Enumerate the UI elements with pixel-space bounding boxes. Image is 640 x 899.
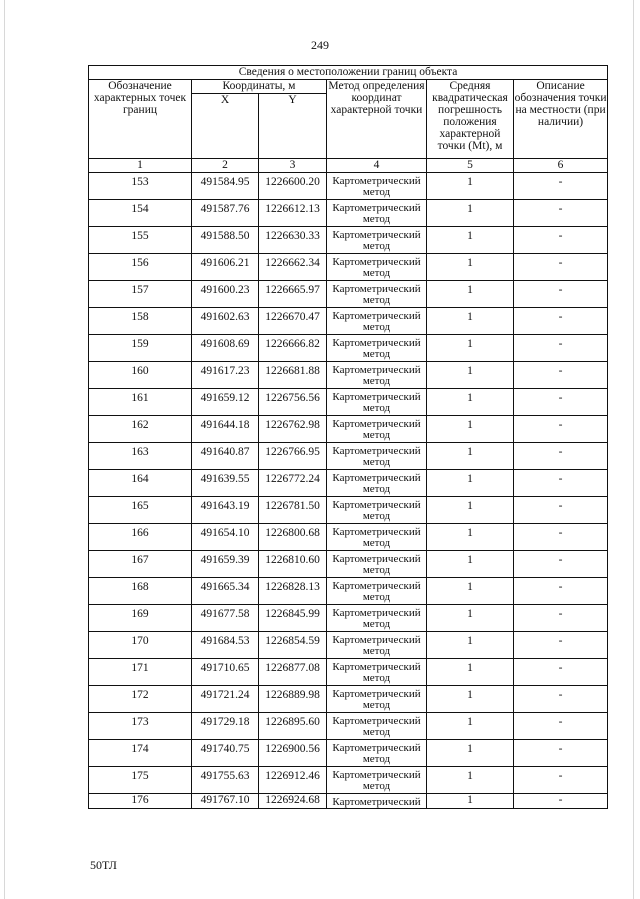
method-cell: Картометрический метод	[327, 686, 427, 713]
description-cell: -	[514, 524, 608, 551]
y-coordinate-cell: 1226666.82	[259, 335, 327, 362]
x-coordinate-cell: 491710.65	[192, 659, 259, 686]
header-x: X	[192, 94, 259, 159]
point-number-cell: 153	[89, 173, 192, 200]
error-cell: 1	[427, 551, 514, 578]
y-coordinate-cell: 1226877.08	[259, 659, 327, 686]
table-row	[89, 281, 608, 308]
header-designation: Обозначение характерных точек границ	[89, 80, 192, 159]
description-cell: -	[514, 254, 608, 281]
method-cell: Картометрический метод	[327, 443, 427, 470]
point-number-cell: 175	[89, 767, 192, 794]
table-row	[89, 713, 608, 740]
error-cell: 1	[427, 740, 514, 767]
column-number: 1	[89, 159, 192, 173]
table-row	[89, 362, 608, 389]
error-cell: 1	[427, 200, 514, 227]
description-cell: -	[514, 794, 608, 809]
point-number-cell: 170	[89, 632, 192, 659]
method-cell: Картометрический метод	[327, 389, 427, 416]
table-row	[89, 470, 608, 497]
table-row	[89, 389, 608, 416]
error-cell: 1	[427, 308, 514, 335]
y-coordinate-cell: 1226810.60	[259, 551, 327, 578]
column-number: 3	[259, 159, 327, 173]
description-cell: -	[514, 389, 608, 416]
description-cell: -	[514, 362, 608, 389]
x-coordinate-cell: 491602.63	[192, 308, 259, 335]
table-row	[89, 524, 608, 551]
y-coordinate-cell: 1226781.50	[259, 497, 327, 524]
table-header	[89, 66, 608, 173]
error-cell: 1	[427, 794, 514, 809]
x-coordinate-cell: 491584.95	[192, 173, 259, 200]
header-coordinates: Координаты, м	[192, 80, 327, 94]
method-cell: Картометрический метод	[327, 605, 427, 632]
error-cell: 1	[427, 686, 514, 713]
point-number-cell: 155	[89, 227, 192, 254]
footer-code: 50ТЛ	[90, 858, 117, 872]
point-number-cell: 168	[89, 578, 192, 605]
error-cell: 1	[427, 173, 514, 200]
method-cell: Картометрический метод	[327, 200, 427, 227]
x-coordinate-cell: 491608.69	[192, 335, 259, 362]
description-cell: -	[514, 416, 608, 443]
y-coordinate-cell: 1226845.99	[259, 605, 327, 632]
error-cell: 1	[427, 605, 514, 632]
table-row	[89, 605, 608, 632]
point-number-cell: 171	[89, 659, 192, 686]
x-coordinate-cell: 491606.21	[192, 254, 259, 281]
column-number: 6	[514, 159, 608, 173]
table-row	[89, 659, 608, 686]
y-coordinate-cell: 1226612.13	[259, 200, 327, 227]
error-cell: 1	[427, 632, 514, 659]
description-cell: -	[514, 632, 608, 659]
description-cell: -	[514, 443, 608, 470]
y-coordinate-cell: 1226854.59	[259, 632, 327, 659]
description-cell: -	[514, 605, 608, 632]
method-cell: Картометрический метод	[327, 173, 427, 200]
y-coordinate-cell: 1226662.34	[259, 254, 327, 281]
table-row	[89, 443, 608, 470]
method-cell: Картометрический метод	[327, 767, 427, 794]
y-coordinate-cell: 1226756.56	[259, 389, 327, 416]
description-cell: -	[514, 659, 608, 686]
table-row	[89, 578, 608, 605]
x-coordinate-cell: 491659.39	[192, 551, 259, 578]
error-cell: 1	[427, 362, 514, 389]
method-cell: Картометрический метод	[327, 254, 427, 281]
error-cell: 1	[427, 713, 514, 740]
y-coordinate-cell: 1226889.98	[259, 686, 327, 713]
boundary-points-table	[88, 65, 608, 809]
x-coordinate-cell: 491640.87	[192, 443, 259, 470]
table-row	[89, 632, 608, 659]
x-coordinate-cell: 491659.12	[192, 389, 259, 416]
method-cell: Картометрический метод	[327, 470, 427, 497]
table-row	[89, 416, 608, 443]
method-cell: Картометрический метод	[327, 362, 427, 389]
scan-edge-left	[4, 0, 5, 899]
point-number-cell: 163	[89, 443, 192, 470]
x-coordinate-cell: 491721.24	[192, 686, 259, 713]
error-cell: 1	[427, 281, 514, 308]
header-method: Метод определения координат характерной точки	[327, 80, 427, 159]
error-cell: 1	[427, 389, 514, 416]
method-cell: Картометрический метод	[327, 551, 427, 578]
x-coordinate-cell: 491600.23	[192, 281, 259, 308]
header-y: Y	[259, 94, 327, 159]
description-cell: -	[514, 173, 608, 200]
method-cell: Картометрический	[327, 794, 427, 809]
table-row	[89, 254, 608, 281]
description-cell: -	[514, 227, 608, 254]
y-coordinate-cell: 1226772.24	[259, 470, 327, 497]
error-cell: 1	[427, 443, 514, 470]
point-number-cell: 172	[89, 686, 192, 713]
description-cell: -	[514, 335, 608, 362]
table-row	[89, 335, 608, 362]
table-row	[89, 173, 608, 200]
table-row	[89, 767, 608, 794]
point-number-cell: 174	[89, 740, 192, 767]
description-cell: -	[514, 551, 608, 578]
y-coordinate-cell: 1226762.98	[259, 416, 327, 443]
point-number-cell: 162	[89, 416, 192, 443]
y-coordinate-cell: 1226900.56	[259, 740, 327, 767]
method-cell: Картометрический метод	[327, 578, 427, 605]
x-coordinate-cell: 491587.76	[192, 200, 259, 227]
x-coordinate-cell: 491588.50	[192, 227, 259, 254]
error-cell: 1	[427, 659, 514, 686]
y-coordinate-cell: 1226912.46	[259, 767, 327, 794]
x-coordinate-cell: 491644.18	[192, 416, 259, 443]
point-number-cell: 159	[89, 335, 192, 362]
point-number-cell: 156	[89, 254, 192, 281]
description-cell: -	[514, 767, 608, 794]
x-coordinate-cell: 491617.23	[192, 362, 259, 389]
error-cell: 1	[427, 227, 514, 254]
description-cell: -	[514, 713, 608, 740]
description-cell: -	[514, 200, 608, 227]
column-number-row	[89, 159, 608, 173]
point-number-cell: 173	[89, 713, 192, 740]
column-number: 4	[327, 159, 427, 173]
column-number: 2	[192, 159, 259, 173]
table-row	[89, 794, 608, 809]
method-cell: Картометрический метод	[327, 632, 427, 659]
method-cell: Картометрический метод	[327, 227, 427, 254]
y-coordinate-cell: 1226895.60	[259, 713, 327, 740]
y-coordinate-cell: 1226681.88	[259, 362, 327, 389]
point-number-cell: 161	[89, 389, 192, 416]
y-coordinate-cell: 1226766.95	[259, 443, 327, 470]
y-coordinate-cell: 1226828.13	[259, 578, 327, 605]
column-number: 5	[427, 159, 514, 173]
method-cell: Картометрический метод	[327, 659, 427, 686]
page-number: 249	[311, 38, 329, 52]
x-coordinate-cell: 491684.53	[192, 632, 259, 659]
y-coordinate-cell: 1226600.20	[259, 173, 327, 200]
method-cell: Картометрический метод	[327, 281, 427, 308]
x-coordinate-cell: 491665.34	[192, 578, 259, 605]
method-cell: Картометрический метод	[327, 308, 427, 335]
header-description: Описание обозначения точки на местности (при наличии)	[514, 80, 608, 159]
point-number-cell: 154	[89, 200, 192, 227]
table-body	[89, 173, 608, 809]
error-cell: 1	[427, 767, 514, 794]
point-number-cell: 158	[89, 308, 192, 335]
error-cell: 1	[427, 470, 514, 497]
x-coordinate-cell: 491740.75	[192, 740, 259, 767]
error-cell: 1	[427, 416, 514, 443]
y-coordinate-cell: 1226924.68	[259, 794, 327, 809]
error-cell: 1	[427, 335, 514, 362]
table-row	[89, 686, 608, 713]
method-cell: Картометрический метод	[327, 740, 427, 767]
error-cell: 1	[427, 254, 514, 281]
table-row	[89, 227, 608, 254]
table-row	[89, 200, 608, 227]
point-number-cell: 160	[89, 362, 192, 389]
header-error: Средняя квадратическая погрешность положения характерной точки (Mt), м	[427, 80, 514, 159]
description-cell: -	[514, 497, 608, 524]
y-coordinate-cell: 1226800.68	[259, 524, 327, 551]
table-row	[89, 497, 608, 524]
method-cell: Картометрический метод	[327, 416, 427, 443]
description-cell: -	[514, 686, 608, 713]
method-cell: Картометрический метод	[327, 524, 427, 551]
description-cell: -	[514, 578, 608, 605]
table-caption: Сведения о местоположении границ объекта	[89, 66, 608, 80]
table-row	[89, 308, 608, 335]
description-cell: -	[514, 740, 608, 767]
x-coordinate-cell: 491767.10	[192, 794, 259, 809]
description-cell: -	[514, 470, 608, 497]
x-coordinate-cell: 491677.58	[192, 605, 259, 632]
table-row	[89, 740, 608, 767]
error-cell: 1	[427, 578, 514, 605]
y-coordinate-cell: 1226670.47	[259, 308, 327, 335]
table-row	[89, 551, 608, 578]
x-coordinate-cell: 491654.10	[192, 524, 259, 551]
point-number-cell: 157	[89, 281, 192, 308]
x-coordinate-cell: 491643.19	[192, 497, 259, 524]
y-coordinate-cell: 1226630.33	[259, 227, 327, 254]
point-number-cell: 165	[89, 497, 192, 524]
point-number-cell: 176	[89, 794, 192, 809]
x-coordinate-cell: 491639.55	[192, 470, 259, 497]
scan-edge-right	[633, 0, 634, 899]
method-cell: Картометрический метод	[327, 713, 427, 740]
description-cell: -	[514, 308, 608, 335]
error-cell: 1	[427, 497, 514, 524]
method-cell: Картометрический метод	[327, 497, 427, 524]
point-number-cell: 167	[89, 551, 192, 578]
point-number-cell: 164	[89, 470, 192, 497]
x-coordinate-cell: 491729.18	[192, 713, 259, 740]
x-coordinate-cell: 491755.63	[192, 767, 259, 794]
method-cell: Картометрический метод	[327, 335, 427, 362]
error-cell: 1	[427, 524, 514, 551]
y-coordinate-cell: 1226665.97	[259, 281, 327, 308]
point-number-cell: 166	[89, 524, 192, 551]
description-cell: -	[514, 281, 608, 308]
point-number-cell: 169	[89, 605, 192, 632]
